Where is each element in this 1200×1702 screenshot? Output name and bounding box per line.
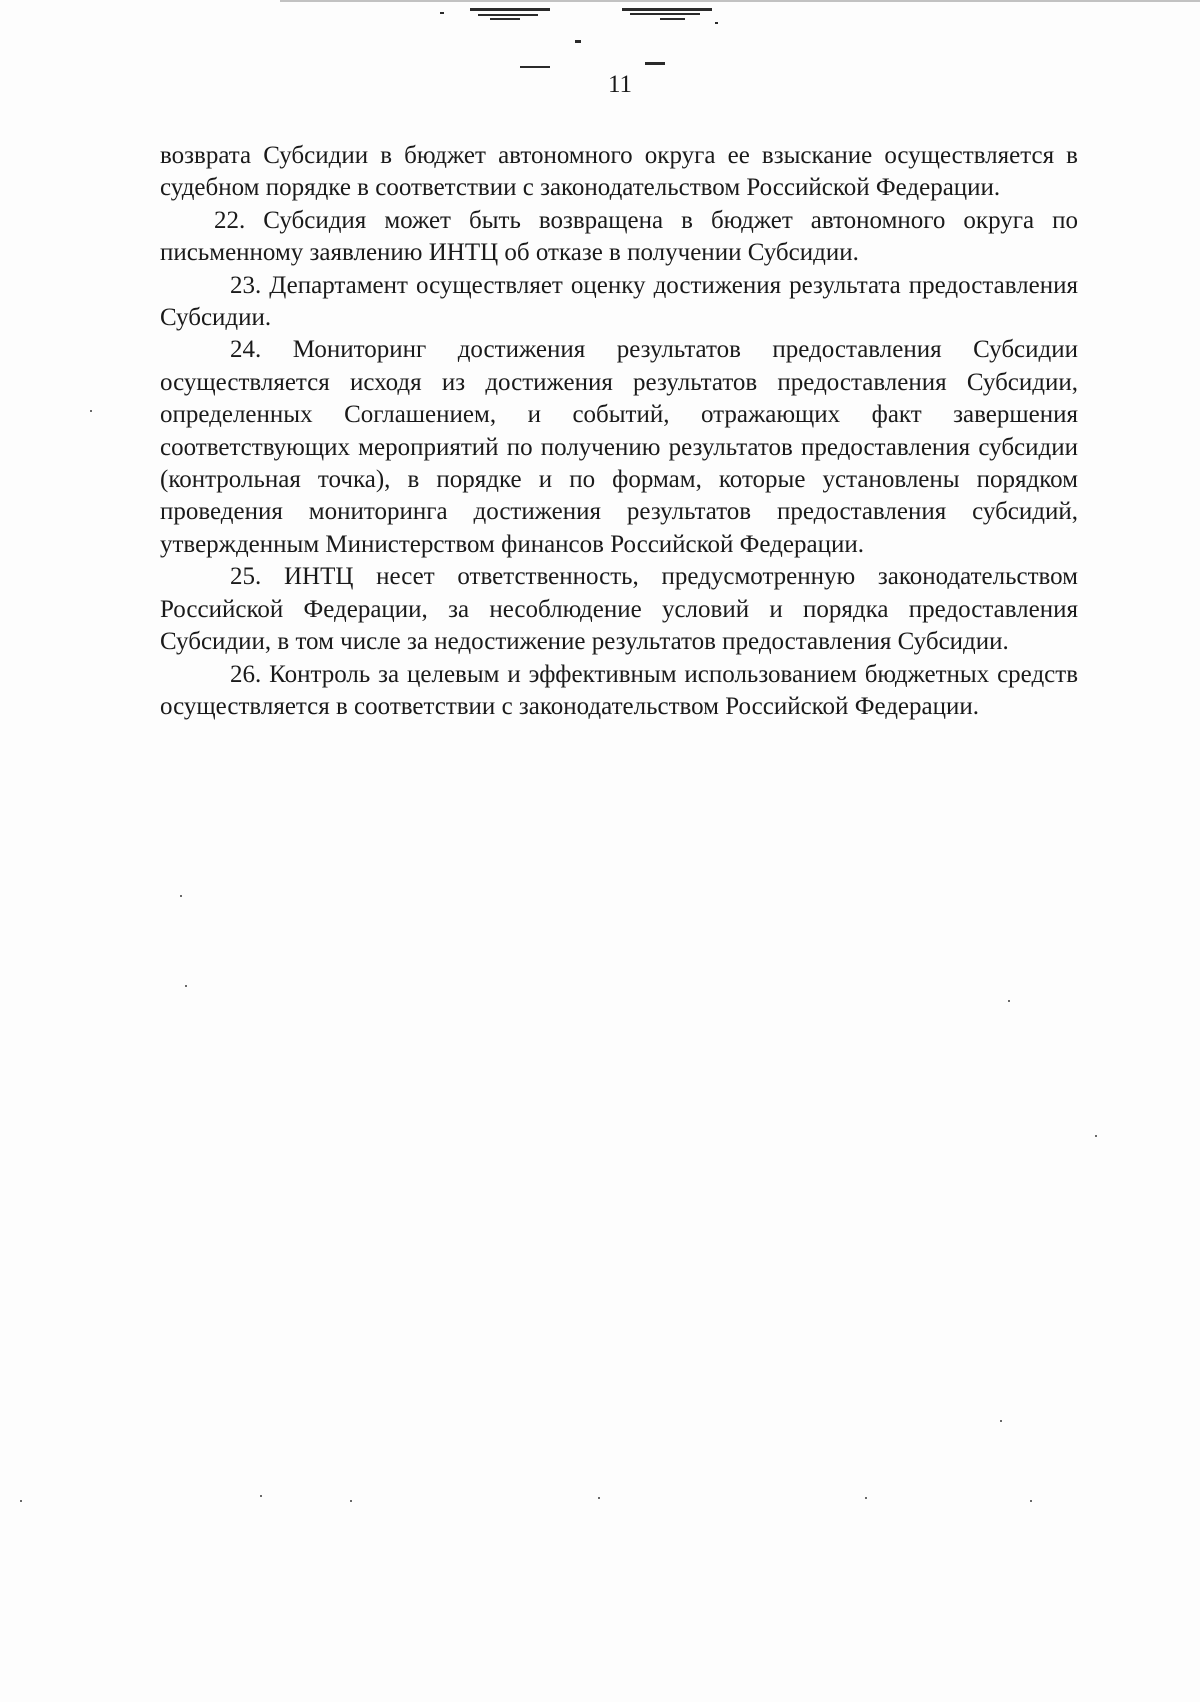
- scan-speck: [1008, 1000, 1010, 1002]
- paragraph-continuation: возврата Субсидии в бюджет автономного округа ее взыскание осуществляется в судебном порядке в соответствии с законодательством Российской Федерации.: [160, 142, 1078, 202]
- document-body: [160, 140, 1078, 723]
- scan-speck: [180, 895, 182, 897]
- paragraph-24: 24. Мониторинг достижения результатов предоставления Субсидии осуществляется исходя из достижения результатов предоставления Субсидии, определенных Соглашением, и событий, отражающих факт завершения соответствующих мероприятий по получению результатов предоставления субсидии (контрольная точка), в порядке и по формам, которые установлены порядком проведения мониторинга достижения результатов предоставления субсидий, утвержденным Министерством финансов Российской Федерации.: [160, 336, 1078, 558]
- scan-speck: [90, 410, 92, 412]
- scan-speck: [1095, 1135, 1097, 1137]
- paragraph-23: 23. Департамент осуществляет оценку достижения результата предоставления Субсидии.: [160, 271, 1078, 332]
- scan-speck: [598, 1497, 600, 1499]
- scan-speck: [865, 1497, 867, 1499]
- page-number: 11: [607, 71, 633, 98]
- scan-speck: [1000, 1420, 1002, 1422]
- scan-speck: [260, 1495, 262, 1497]
- scan-artifact: [0, 0, 1200, 70]
- scan-speck: [185, 985, 187, 987]
- scan-speck: [350, 1500, 352, 1502]
- scan-speck: [1030, 1500, 1032, 1502]
- scan-speck: [20, 1500, 22, 1502]
- paragraph-26: 26. Контроль за целевым и эффективным использованием бюджетных средств осуществляется в соответствии с законодательством Российской Федерации.: [160, 660, 1078, 720]
- paragraph-22: 22. Субсидия может быть возвращена в бюджет автономного округа по письменному заявлению ИНТЦ об отказе в получении Субсидии.: [160, 206, 1078, 267]
- paragraph-25: 25. ИНТЦ несет ответственность, предусмотренную законодательством Российской Федерации, за несоблюдение условий и порядка предоставления Субсидии, в том числе за недостижение результатов предоставления Субсидии.: [160, 563, 1078, 656]
